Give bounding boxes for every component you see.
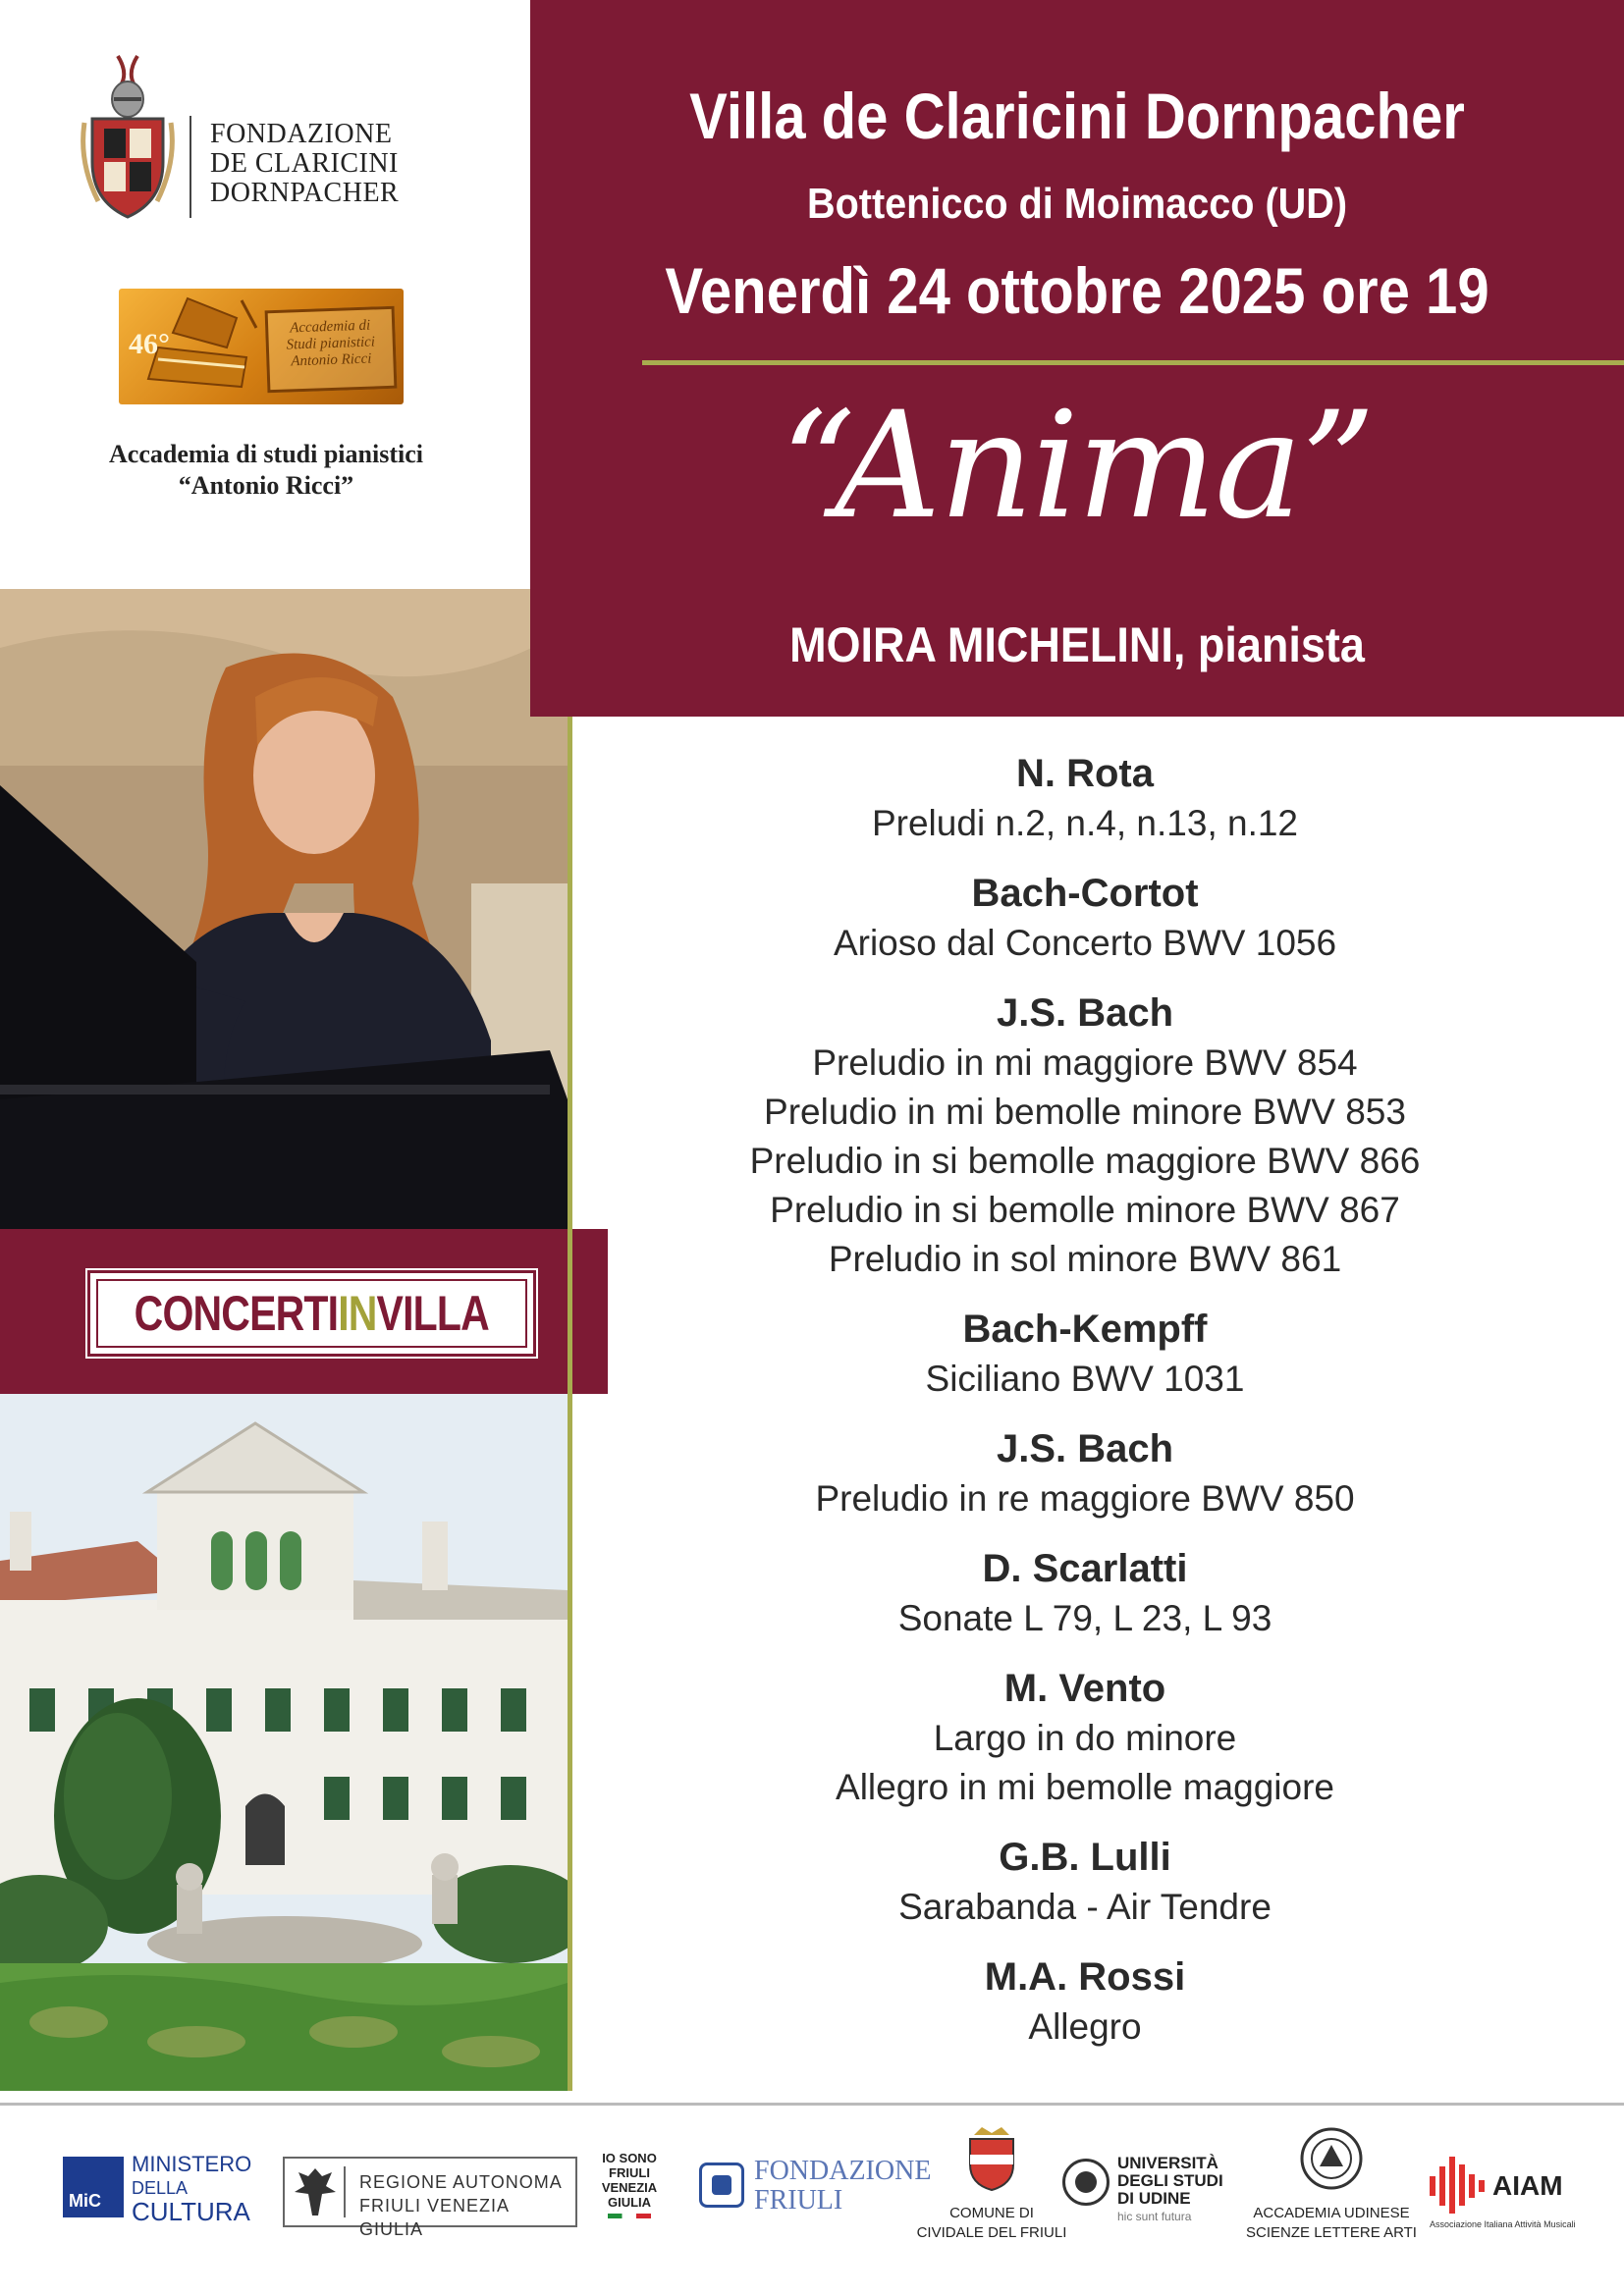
event-datetime: Venerdì 24 ottobre 2025 ore 19 (665, 254, 1489, 327)
composer-name: D. Scarlatti (982, 1547, 1188, 1590)
program-item (589, 1423, 1581, 1523)
sponsor-fondazione-friuli: FONDAZIONE FRIULI (699, 2157, 925, 2225)
composer-name: G.B. Lulli (999, 1836, 1171, 1879)
villa-photo (0, 1394, 568, 2091)
sponsor-comune-cividale: COMUNE DI CIVIDALE DEL FRIULI (913, 2125, 1070, 2282)
piece-title: Preludio in re maggiore BWV 850 (815, 1478, 1355, 1519)
series-word-in: IN (338, 1286, 377, 1341)
foundation-crest-icon (79, 54, 177, 221)
performer-name: MOIRA MICHELINI, pianista (789, 617, 1365, 672)
composer-name: M.A. Rossi (984, 1955, 1186, 1999)
composer-name: M. Vento (1003, 1667, 1166, 1710)
program-item (589, 988, 1581, 1284)
academy-edition-number: 46° (129, 328, 170, 360)
piece-title: Preludio in mi maggiore BWV 854 (812, 1042, 1358, 1083)
composer-name: Bach-Kempff (962, 1308, 1208, 1351)
program-item (589, 868, 1581, 968)
event-header (530, 0, 1624, 717)
header-olive-rule (642, 360, 1624, 365)
piece-title: Preludio in mi bemolle minore BWV 853 (764, 1092, 1406, 1132)
sponsor-ministero-cultura: MiC MINISTERO DELLA CULTURA (63, 2153, 259, 2231)
pianist-photo-illustration (0, 589, 568, 1229)
concerti-in-villa-logo (87, 1270, 536, 1357)
concerti-in-villa-band (0, 1229, 608, 1394)
program-item (589, 1832, 1581, 1932)
academy-logo (119, 289, 404, 404)
piece-title: Preludio in si bemolle minore BWV 867 (770, 1190, 1400, 1230)
venue-title: Villa de Claricini Dornpacher (689, 80, 1465, 152)
piece-title: Preludi n.2, n.4, n.13, n.12 (871, 803, 1299, 843)
series-word-villa: VILLA (376, 1286, 490, 1341)
mic-logo-icon: MiC (63, 2157, 124, 2217)
sponsor-footer (0, 2106, 1624, 2296)
piece-title: Arioso dal Concerto BWV 1056 (833, 923, 1337, 963)
academy-plate: Accademia di Studi pianistici Antonio Ricci (265, 306, 398, 394)
program-item (589, 1543, 1581, 1643)
academy-caption: Accademia di studi pianistici “Antonio Ricci” (109, 440, 423, 500)
foundation-name: FONDAZIONE DE CLARICINI DORNPACHER (210, 119, 400, 208)
left-branding-panel (0, 0, 530, 589)
series-word-concerti: CONCERTI (134, 1286, 339, 1341)
eagle-icon (293, 2163, 338, 2221)
accademia-udinese-seal-icon (1296, 2127, 1367, 2190)
sponsor-io-sono-fvg: IO SONO FRIULI VENEZIA GIULIA (595, 2151, 664, 2239)
piece-title: Preludio in sol minore BWV 861 (828, 1239, 1342, 1279)
concert-title: “Anima” (780, 381, 1375, 552)
piece-title: Largo in do minore (933, 1718, 1237, 1758)
pianist-photo (0, 589, 568, 1229)
sponsor-regione-fvg: REGIONE AUTONOMA FRIULI VENEZIA GIULIA (283, 2157, 577, 2227)
program-item (589, 748, 1581, 848)
piece-title: Preludio in si bemolle maggiore BWV 866 (749, 1141, 1421, 1181)
villa-photo-illustration (0, 1394, 568, 2091)
sponsor-aiam: AIAM Associazione Italiana Attività Musicali (1430, 2151, 1587, 2249)
aiam-soundwave-icon (1430, 2151, 1487, 2214)
italian-flag-icon (608, 2214, 651, 2218)
composer-name: J.S. Bach (996, 1427, 1174, 1470)
piece-title: Allegro in mi bemolle maggiore (836, 1767, 1334, 1807)
program-item (589, 1663, 1581, 1812)
foundation-divider (189, 116, 191, 218)
piece-title: Siciliano BWV 1031 (925, 1359, 1245, 1399)
piece-title: Sonate L 79, L 23, L 93 (897, 1598, 1272, 1638)
vertical-olive-rule (568, 717, 572, 2091)
sponsor-universita-udine: UNIVERSITÀ DEGLI STUDI DI UDINE hic sunt futura (1062, 2155, 1259, 2233)
fondazione-friuli-icon (699, 2163, 744, 2208)
composer-name: N. Rota (1016, 752, 1154, 795)
piece-title: Sarabanda - Air Tendre (898, 1887, 1272, 1927)
venue-location: Bottenicco di Moimacco (UD) (806, 180, 1348, 228)
program-item (589, 1951, 1581, 2052)
composer-name: J.S. Bach (996, 991, 1174, 1035)
concert-program (589, 748, 1581, 2071)
composer-name: Bach-Cortot (971, 872, 1199, 915)
sponsor-accademia-udinese: ACCADEMIA UDINESE SCIENZE LETTERE ARTI (1243, 2127, 1420, 2284)
program-item (589, 1304, 1581, 1404)
piece-title: Allegro (1028, 2006, 1142, 2047)
universita-seal-icon (1062, 2159, 1110, 2206)
cividale-coat-of-arms-icon (966, 2125, 1017, 2192)
